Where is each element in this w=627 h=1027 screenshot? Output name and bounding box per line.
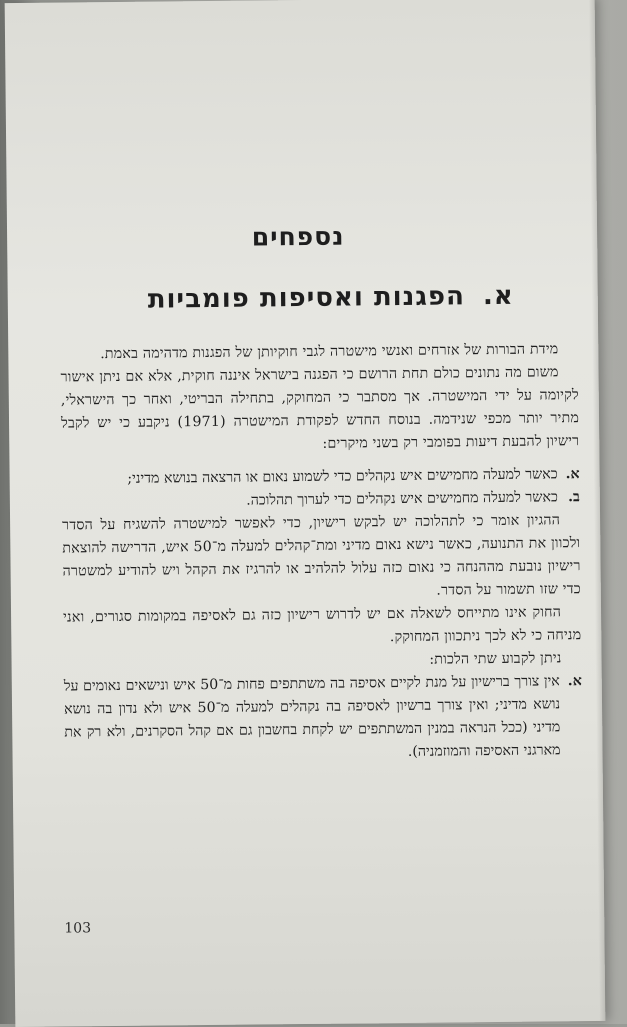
paragraph-rules-intro: ניתן לקבוע שתי הלכות: xyxy=(429,650,562,668)
appendix-heading xyxy=(60,280,578,315)
paragraph-intro: מידת הבורות של אזרחים ואנשי מישטרה לגבי חוקיותן של הפגנות מדהימה באמת. xyxy=(100,341,559,363)
list-marker: ב. xyxy=(567,489,580,506)
book-page xyxy=(5,0,606,1027)
page-number: 103 xyxy=(64,920,92,937)
list-item-text: כאשר למעלה מחמישים איש נקהלים כדי לערוך תהלוכה. xyxy=(246,489,558,509)
paragraph-law: החוק אינו מתייחס לשאלה אם יש לדרוש רישיון כזה גם לאסיפה במקומות סגורים, ואני מניחה כי לא לכך ניתכוון המחוקק. xyxy=(63,604,582,646)
paragraph-logic: ההגיון אומר כי לתהלוכה יש לבקש רישיון, כדי לאפשר למישטרה להשגיח על הסדר ולכוון את התנועה, כאשר נישא נאום מדיני ומת־קהלים למעלה מ־50 איש, הדרישה להוצאת רישיון נובעת מההנחה כי נאום כזה עלול להלהיב או להרגיז את הקהל ויש להודיע למשטרה כדי שזו תשמור על הסדר. xyxy=(62,512,581,599)
list-item-text: אין צורך ברישיון על מנת לקיים אסיפה בה משתתפים פחות מ־50 איש ונישאים נאומים על נושא מדיני; ואין צורך ברשיון לאסיפה בה נקהלים למעלה מ־50 איש ולא נדון בה נושא מדיני (ככל הנראה במנין המשתתפים יש לקחת בחשבון גם אם קהל הסקרנים, ולא רק את מארגני האסיפה והמוזמניה). xyxy=(63,673,561,760)
appendix-letter: א. xyxy=(482,280,514,312)
appendix-title: הפגנות ואסיפות פומביות xyxy=(147,281,466,315)
rule-item-a xyxy=(64,670,583,767)
list-marker: א. xyxy=(565,466,580,483)
paragraph-impression: משום מה נתונים כולם תחת הרושם כי הפגנה בישראל איננה חוקית, אלא אם ניתן אישור לקיומה על ידי המישטרה. אך מסתבר כי המחוקק, בתחילה הבריטי, ואחר כך הישראלי, מתיר יותר מכפי שנידמה. בנוסח החדש לפקודת המישטרה (1971) ניקבע כי יש לקבל רישיון להבעת דיעות בפומבי רק בשני מיקרים: xyxy=(60,364,580,452)
page-content xyxy=(59,219,583,767)
list-item-text: כאשר למעלה מחמישים איש נקהלים כדי לשמוע נאום או הרצאה בנושא מדיני; xyxy=(127,466,558,487)
list-marker: א. xyxy=(567,673,582,690)
section-title: נספחים xyxy=(251,221,345,252)
